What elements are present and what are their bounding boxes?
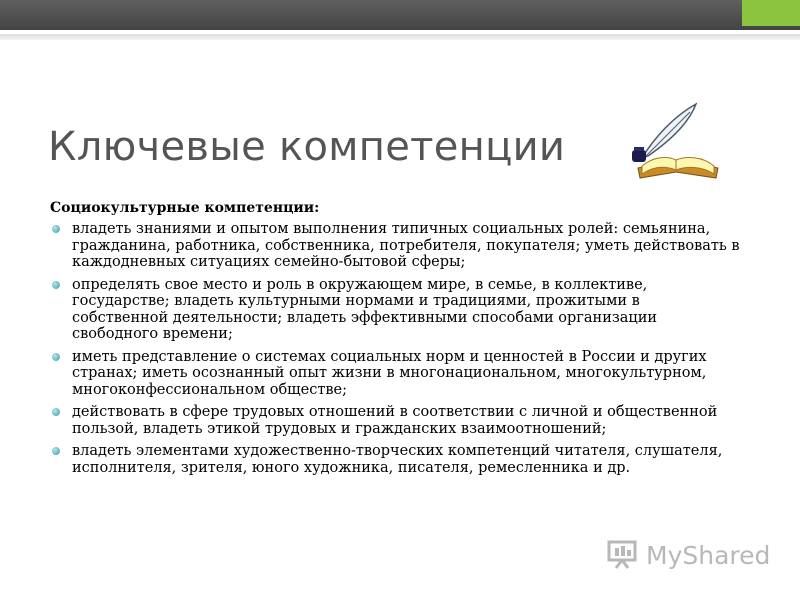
bullet-icon <box>52 408 60 416</box>
list-item <box>50 404 740 437</box>
bullet-icon <box>52 225 60 233</box>
list-item-text: действовать в сфере трудовых отношений в соответствии с личной и общественной пользой, владеть этикой трудовых и гражданских взаимоотношений; <box>72 404 718 437</box>
bullet-icon <box>52 281 60 289</box>
top-divider <box>0 34 800 40</box>
slide-title: Ключевые компетенции <box>48 124 566 170</box>
list-item <box>50 443 740 476</box>
watermark-text: MyShared <box>646 541 771 570</box>
list-item-text: определять свое место и роль в окружающем мире, в семье, в коллективе, государстве; владеть культурными нормами и традициями, прожитыми в собственной деятельности; владеть эффективными способами организации свободного времени; <box>72 276 658 342</box>
list-item <box>50 221 740 271</box>
list-item-text: владеть знаниями и опытом выполнения типичных социальных ролей: семьянина, гражданина, работника, собственника, потребителя, покупателя; уметь действовать в каждодневных ситуациях семейно-бытовой сферы; <box>72 221 740 270</box>
bullet-list <box>50 221 740 482</box>
accent-block <box>742 0 800 26</box>
list-item <box>50 277 740 343</box>
section-subtitle: Социокультурные компетенции: <box>50 200 320 216</box>
list-item <box>50 349 740 399</box>
top-bar <box>0 0 800 30</box>
list-item-text: владеть элементами художественно-творческих компетенций читателя, слушателя, исполнителя, зрителя, юного художника, писателя, ремесленника и др. <box>72 443 723 476</box>
book-quill-icon <box>624 98 728 184</box>
bullet-icon <box>52 447 60 455</box>
presentation-icon <box>606 539 640 569</box>
watermark <box>606 537 776 573</box>
bullet-icon <box>52 353 60 361</box>
list-item-text: иметь представление о системах социальных норм и ценностей в России и других странах; иметь осознанный опыт жизни в многонациональном, многокультурном, многоконфессиональном обществе; <box>72 348 707 398</box>
